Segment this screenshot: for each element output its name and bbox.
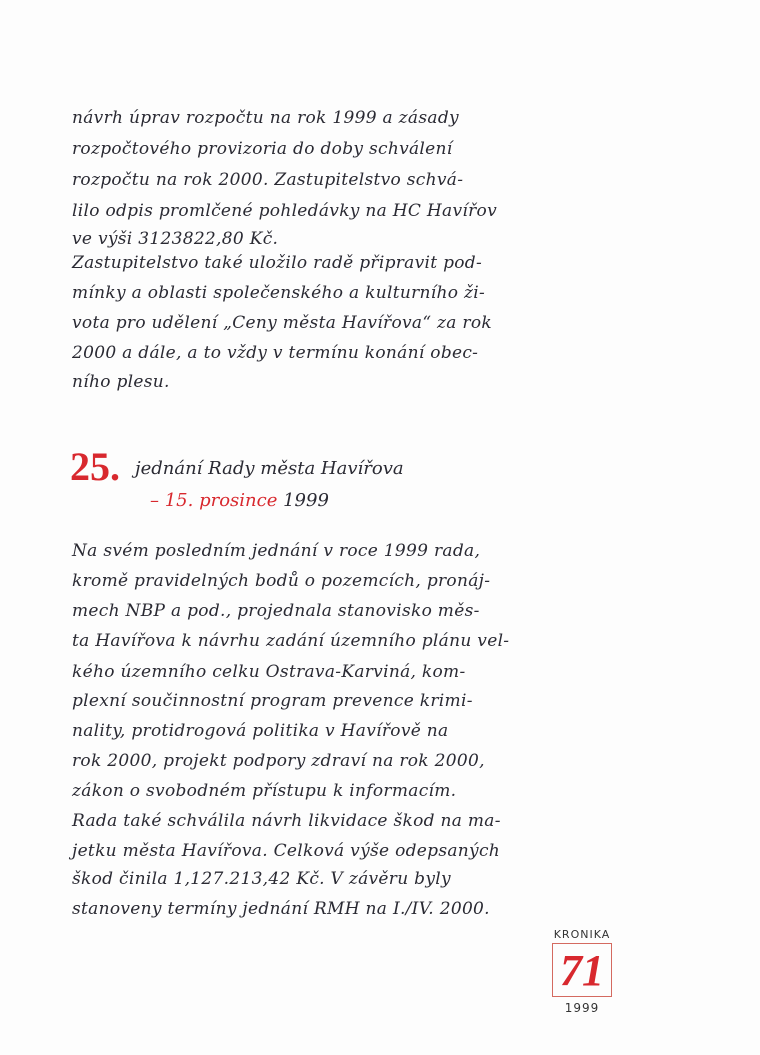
section-heading: jednání Rady města Havířova — [135, 458, 404, 479]
stamp-year: 1999 — [564, 1001, 600, 1015]
section-date-year: 1999 — [283, 490, 329, 511]
section-date — [150, 490, 329, 511]
chronicle-stamp — [547, 928, 617, 1015]
text-line: 2000 a dále, a to vždy v termínu konání obec- — [72, 343, 479, 363]
text-line: jetku města Havířova. Celková výše odepsaných — [72, 841, 501, 861]
text-line: návrh úprav rozpočtu na rok 1999 a zásady — [72, 108, 459, 128]
text-line: škod činila 1,127.213,42 Kč. V závěru byly — [72, 869, 451, 889]
section-number: 25. — [70, 444, 120, 489]
text-line: mínky a oblasti společenského a kulturního ži- — [72, 283, 486, 303]
text-line: ního plesu. — [72, 372, 170, 392]
text-line: ve výši 3123822,80 Kč. — [72, 229, 279, 249]
text-line: zákon o svobodném přístupu k informacím. — [72, 781, 457, 801]
section-date-day: – 15. prosince — [150, 490, 278, 511]
text-line: ta Havířova k návrhu zadání územního plánu vel- — [72, 631, 510, 651]
text-line: Zastupitelstvo také uložilo radě připravit pod- — [72, 253, 483, 273]
page-number: 71 — [552, 943, 612, 997]
text-line: plexní součinnostní program prevence krimi- — [72, 691, 473, 711]
text-line: kého územního celku Ostrava-Karviná, kom- — [72, 662, 466, 682]
text-line: rozpočtu na rok 2000. Zastupitelstvo schvá- — [72, 170, 464, 190]
text-line: rozpočtového provizoria do doby schválení — [72, 139, 453, 159]
text-line: kromě pravidelných bodů o pozemcích, pronáj- — [72, 571, 491, 591]
text-line: vota pro udělení „Ceny města Havířova“ za rok — [72, 313, 492, 333]
text-line: Rada také schválila návrh likvidace škod na ma- — [72, 811, 501, 831]
text-line: mech NBP a pod., projednala stanovisko měs- — [72, 601, 480, 621]
stamp-label: KRONIKA — [553, 928, 611, 941]
text-line: Na svém posledním jednání v roce 1999 rada, — [72, 541, 481, 561]
text-line: nality, protidrogová politika v Havířově na — [72, 721, 449, 741]
text-line: stanoveny termíny jednání RMH na I./IV. 2000. — [72, 899, 490, 919]
text-line: lilo odpis promlčené pohledávky na HC Havířov — [72, 201, 497, 221]
text-line: rok 2000, projekt podpory zdraví na rok 2000, — [72, 751, 485, 771]
